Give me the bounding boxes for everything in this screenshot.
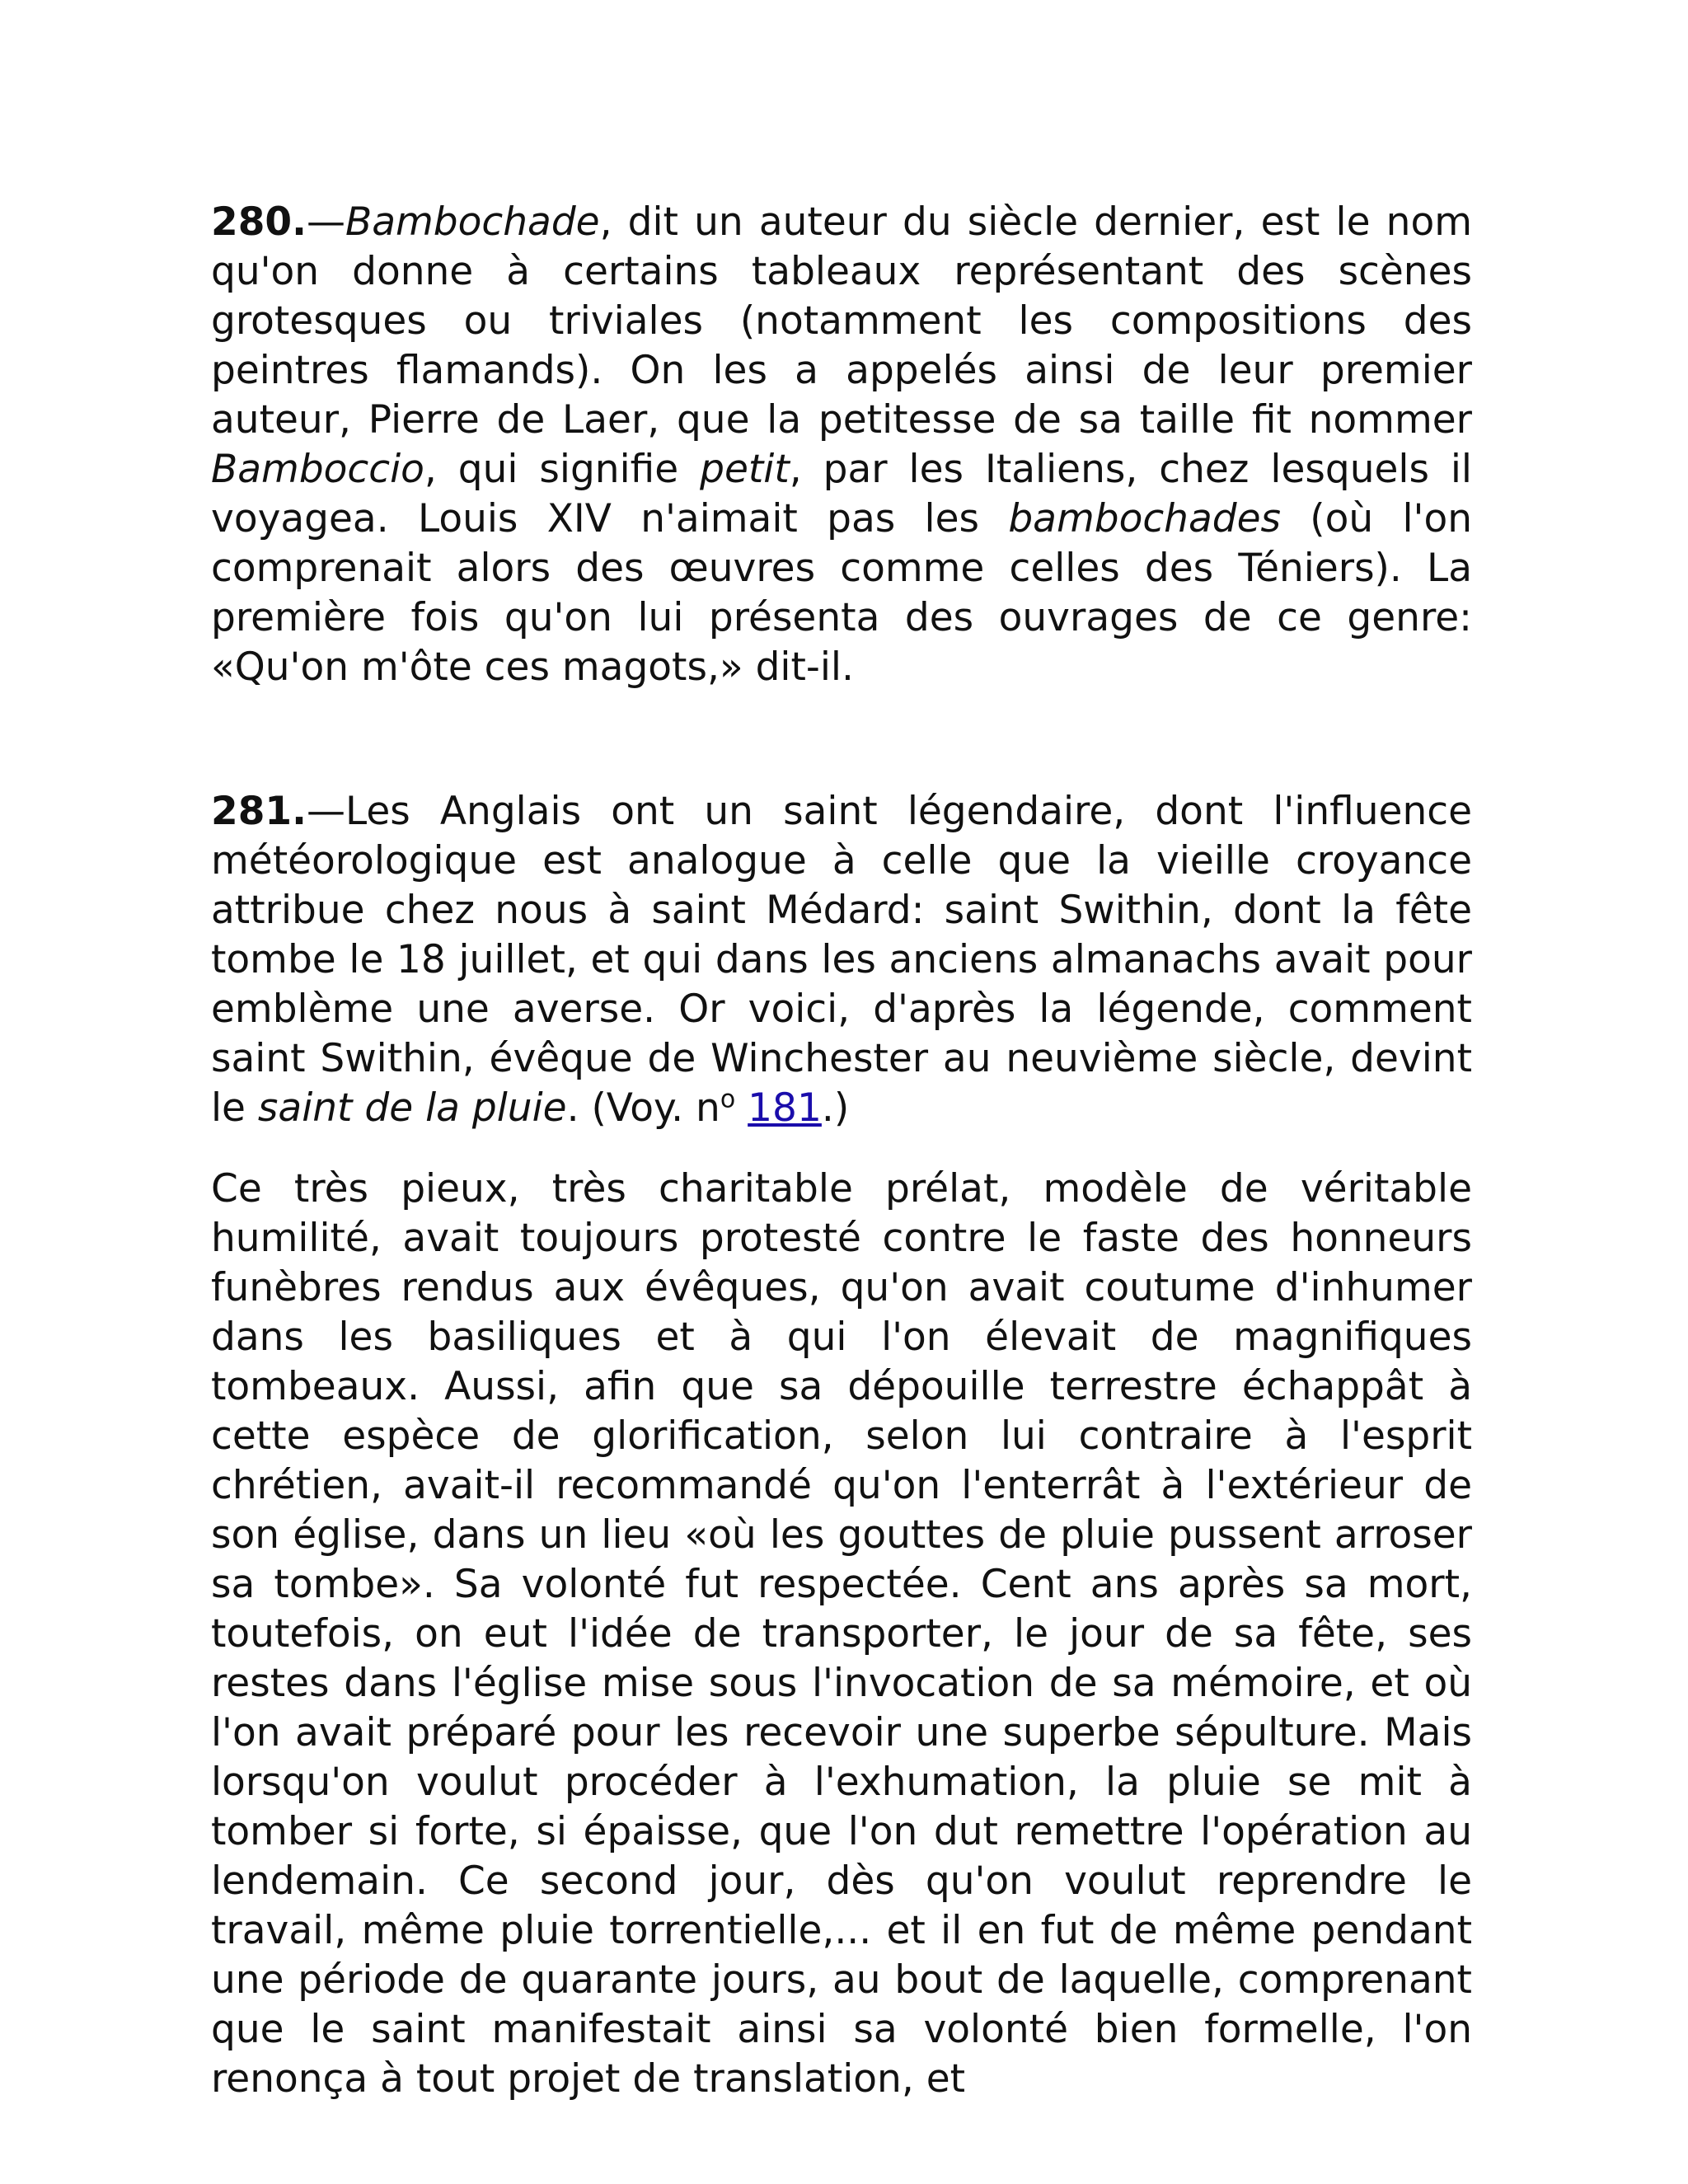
entry-280-dash: — <box>306 199 345 245</box>
entry-280-text-2: , qui signifie <box>424 447 701 492</box>
cross-reference-link-181[interactable]: 181 <box>748 1085 822 1131</box>
entry-280-term-petit: petit <box>700 447 790 492</box>
entry-280-text-3: , par les Italiens, chez lesquels il voyagea. Louis XIV n'aimait pas les <box>211 447 1472 541</box>
entry-280-paragraph <box>211 198 1472 692</box>
entry-281-text-1: Les Anglais ont un saint légendaire, dont l'influence météorologique est analogue à celle que la vieille croyance attribue chez nous à saint Médard: saint Swithin, dont la fête tombe le 18 juillet, et qui dans les anciens almanachs avait pour emblème une averse. Or voici, d'après la légende, comment saint Swithin, évêque de Winchester au neuvième siècle, devint le <box>211 789 1472 1131</box>
entry-281-term-saint-de-la-pluie: saint de la pluie <box>257 1085 567 1131</box>
entry-280-term-bamboccio: Bamboccio <box>211 447 424 492</box>
document-page <box>211 198 1472 2104</box>
entry-281-superscript: o <box>720 1085 736 1114</box>
entry-280-term-bambochade: Bambochade <box>345 199 600 245</box>
entry-281-body-paragraph: Ce très pieux, très charitable prélat, modèle de véritable humilité, avait toujours protesté contre le faste des honneurs funèbres rendus aux évêques, qu'on avait coutume d'inhumer dans les basiliques et à qui l'on élevait de magnifiques tombeaux. Aussi, afin que sa dépouille terrestre échappât à cette espèce de glorification, selon lui contraire à l'esprit chrétien, avait-il recommandé qu'on l'enterrât à l'extérieur de son église, dans un lieu «où les gouttes de pluie pussent arroser sa tombe». Sa volonté fut respectée. Cent ans après sa mort, toutefois, on eut l'idée de transporter, le jour de sa fête, ses restes dans l'église mise sous l'invocation de sa mémoire, et où l'on avait préparé pour les recevoir une superbe sépulture. Mais lorsqu'on voulut procéder à l'exhumation, la pluie se mit à tomber si forte, si épaisse, que l'on dut remettre l'opération au lendemain. Ce second jour, dès qu'on voulut reprendre le travail, même pluie torrentielle,... et il en fut de même pendant une période de quarante jours, au bout de laquelle, comprenant que le saint manifestait ainsi sa volonté bien formelle, l'on renonça à tout projet de translation, et <box>211 1166 1472 2102</box>
entry-280-text-4: (où l'on comprenait alors des œuvres comme celles des Téniers). La première fois qu'on lui présenta des ouvrages de ce genre: «Qu'on m'ôte ces magots,» dit-il. <box>211 496 1472 690</box>
entry-280-number: 280. <box>211 199 307 245</box>
entry-281-text-3 <box>735 1085 748 1131</box>
entry-281-text-2: . (Voy. n <box>566 1085 720 1131</box>
entry-281-text-4: .) <box>821 1085 850 1131</box>
entry-281-number: 281. <box>211 789 307 834</box>
entry-281-dash: — <box>306 789 345 834</box>
entry-281-paragraph <box>211 787 1472 1133</box>
entry-280-text-1: , dit un auteur du siècle dernier, est le nom qu'on donne à certains tableaux représentant des scènes grotesques ou triviales (notamment les compositions des peintres flamands). On les a appelés ainsi de leur premier auteur, Pierre de Laer, que la petitesse de sa taille fit nommer <box>211 199 1472 443</box>
entry-280-term-bambochades: bambochades <box>1008 496 1281 541</box>
